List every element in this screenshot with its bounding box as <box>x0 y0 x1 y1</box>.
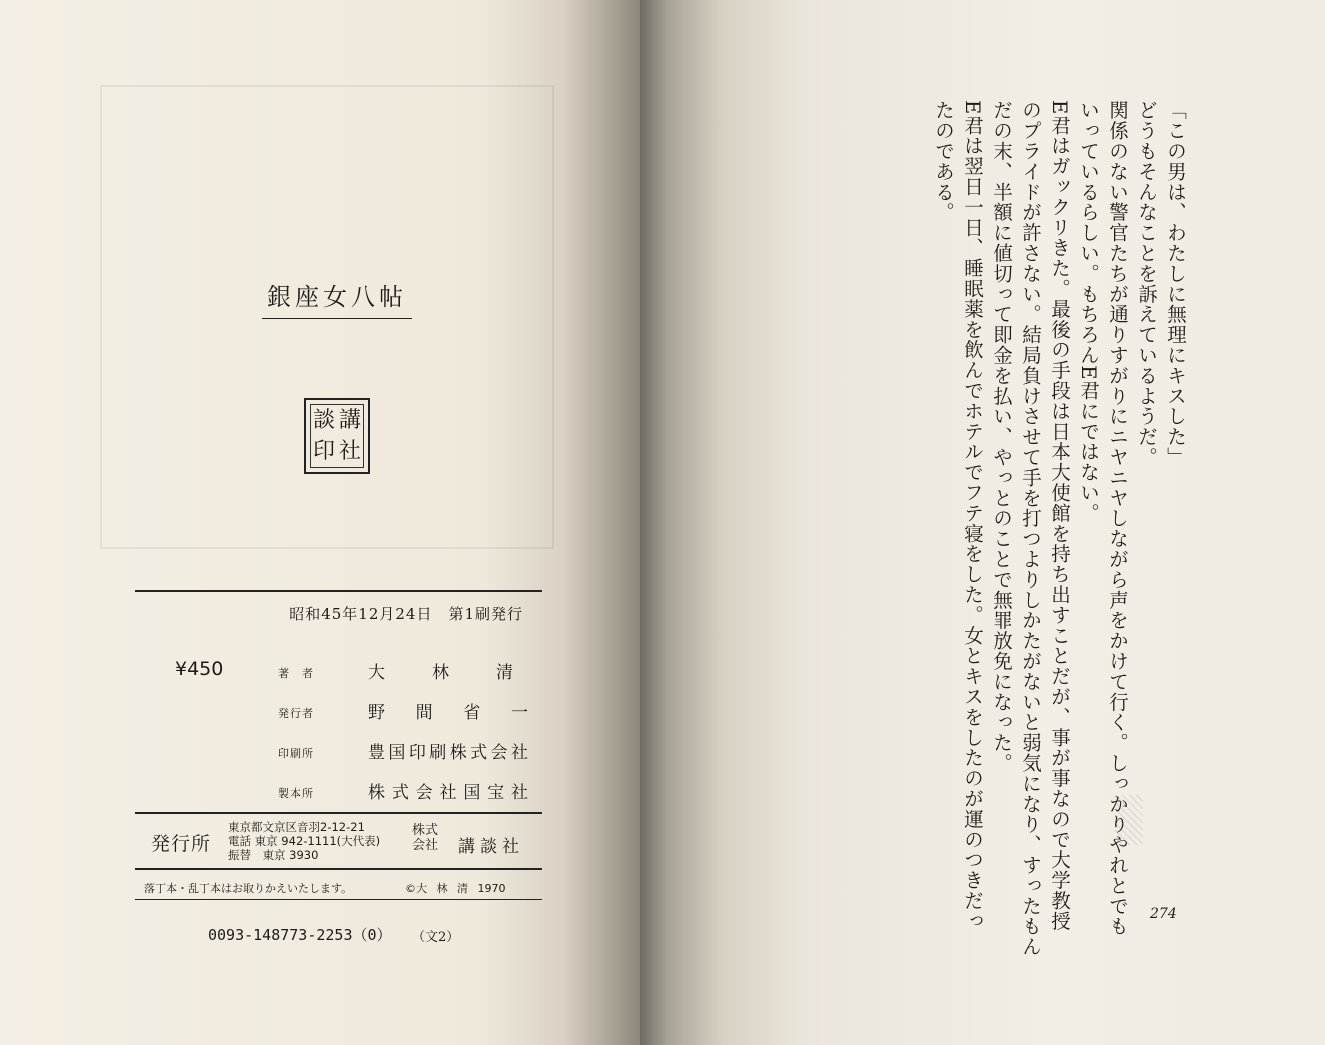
book-title: 銀座女八帖 <box>262 277 412 319</box>
credit-binder <box>278 778 528 804</box>
text-line: 関係のない警官たちが通りすがりにニヤニヤしながら声をかけて行く。しっかりやれとでも <box>1106 100 1129 937</box>
publisher-bottom-rule <box>135 868 542 870</box>
credit-author <box>278 658 528 684</box>
credit-name: 野 間 省 一 <box>368 703 528 723</box>
category-code: （文2） <box>412 930 460 945</box>
isbn-code: 0093-148773-2253（0） <box>208 926 392 944</box>
seal-char: 印 <box>312 438 335 464</box>
credit-publisher <box>278 698 528 724</box>
text-line: E君は翌日一日、睡眠薬を飲んでホテルでフテ寝をした。女とキスをしたのが運のつきだっ <box>961 100 984 932</box>
replacement-notice: 落丁本・乱丁本はお取りかえいたします。 <box>144 882 353 895</box>
publication-date: 昭和45年12月24日 第1刷発行 <box>289 605 523 623</box>
text-line: たのである。 <box>932 100 955 223</box>
credit-role: 著 者 <box>278 667 314 680</box>
text-line: いっているらしい。もちろんE君にではない。 <box>1077 100 1100 524</box>
credit-printer <box>278 738 528 764</box>
text-line: E君はガックリきた。最後の手段は日本大使館を持ち出すことだが、事が事なので大学教授 <box>1048 100 1071 932</box>
text-line: のプライドが許さない。結局負けさせて手を打つよりしかたがないと弱気になり、すったもん <box>1019 100 1042 957</box>
credit-name: 豊 国 印 刷 株 式 会 社 <box>368 743 528 763</box>
publisher-name: 講談社 <box>458 837 524 857</box>
seal-char: 講 <box>338 407 361 433</box>
colophon-page <box>0 0 640 1045</box>
price: ¥450 <box>175 658 224 680</box>
text-line: だの末、半額に値切って即金を払い、やっとのことで無罪放免になった。 <box>990 100 1013 774</box>
publisher-seal-stamp <box>304 398 370 474</box>
bottom-rule <box>135 899 542 900</box>
text-line: どうもそんなことを訴えているようだ。 <box>1135 100 1158 468</box>
pencil-mark <box>1115 795 1143 845</box>
credit-name: 株 式 会 社 国 宝 社 <box>368 783 528 803</box>
credit-role: 印刷所 <box>278 747 314 760</box>
credit-name: 大 林 清 <box>368 663 513 683</box>
credit-role: 製本所 <box>278 787 314 800</box>
seal-char: 社 <box>338 438 361 464</box>
credit-role: 発行者 <box>278 707 314 720</box>
text-line: 「この男は、わたしに無理にキスした」 <box>1164 100 1187 468</box>
top-rule <box>135 590 542 592</box>
seal-char: 談 <box>312 407 335 433</box>
publisher-label: 発行所 <box>151 833 212 855</box>
publisher-top-rule <box>135 812 542 814</box>
copyright: ©大 林 清 1970 <box>405 882 506 895</box>
seal-characters <box>310 404 364 468</box>
publisher-address: 東京都文京区音羽2-12-21 電話 東京 942-1111(大代表) 振替 東京 3930 <box>228 820 381 862</box>
page-number: 274 <box>1150 906 1177 922</box>
company-type: 株式 会社 <box>412 823 439 853</box>
